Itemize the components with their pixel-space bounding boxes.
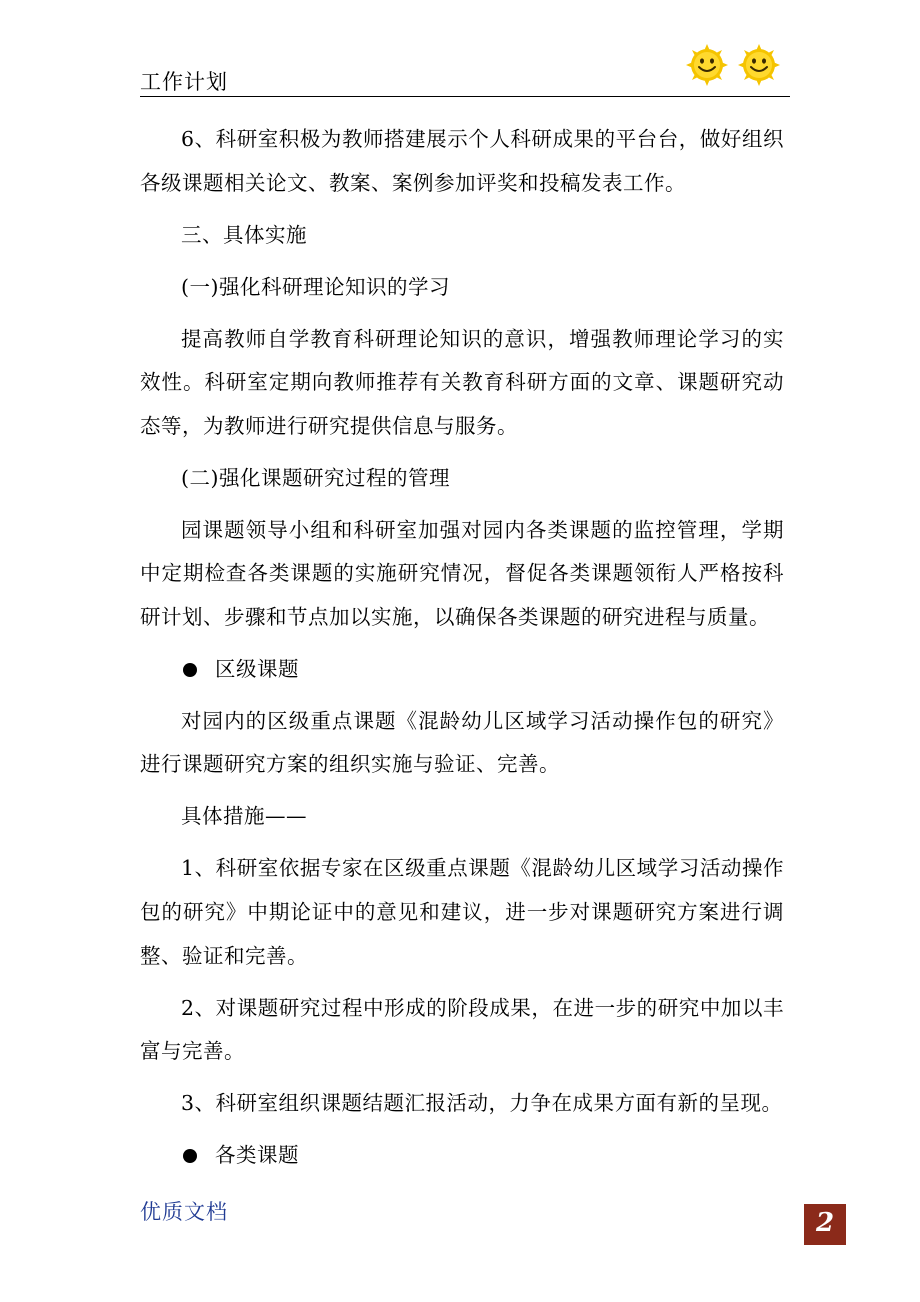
bullet-dot-icon [183,663,197,677]
footer-label: 优质文档 [140,1200,228,1224]
paragraph: 2、对课题研究过程中形成的阶段成果，在进一步的研究中加以丰富与完善。 [140,995,784,1064]
page-header [140,40,790,98]
paragraph: (一)强化科研理论知识的学习 [181,274,450,299]
paragraph: 6、科研室积极为教师搭建展示个人科研成果的平台台，做好组织各级课题相关论文、教案、案例参加评奖和投稿发表工作。 [140,127,784,195]
page-footer [140,1196,846,1252]
paragraph: 三、具体实施 [181,222,307,247]
bullet-item [140,648,784,692]
bullet-item [140,1134,784,1178]
bullet-text: 区级课题 [215,656,299,681]
smiley-sun-icon [684,42,730,88]
paragraph: 园课题领导小组和科研室加强对园内各类课题的监控管理，学期中定期检查各类课题的实施研究情况，督促各类课题领衔人严格按科研计划、步骤和节点加以实施，以确保各类课题的研究进程与质量。 [140,517,784,629]
smiley-sun-icon [736,42,782,88]
paragraph: 具体措施—— [181,804,307,829]
paragraph: 3、科研室组织课题结题汇报活动，力争在成果方面有新的呈现。 [181,1091,783,1116]
bullet-dot-icon [183,1149,197,1163]
paragraph: (二)强化课题研究过程的管理 [181,465,450,490]
paragraph: 对园内的区级重点课题《混龄幼儿区域学习活动操作包的研究》进行课题研究方案的组织实施与验证、完善。 [140,708,784,777]
paragraph: 提高教师自学教育科研理论知识的意识，增强教师理论学习的实效性。科研室定期向教师推荐有关教育科研方面的文章、课题研究动态等，为教师进行研究提供信息与服务。 [140,326,784,438]
header-decoration [684,42,782,88]
header-divider [140,96,790,97]
paragraph: 1、科研室依据专家在区级重点课题《混龄幼儿区域学习活动操作包的研究》中期论证中的意见和建议，进一步对课题研究方案进行调整、验证和完善。 [140,856,784,968]
page-number-badge: 2 [804,1204,846,1244]
bullet-text: 各类课题 [215,1143,299,1168]
page-number-underline [804,1244,846,1249]
header-title: 工作计划 [140,70,228,94]
document-body [140,118,784,1186]
